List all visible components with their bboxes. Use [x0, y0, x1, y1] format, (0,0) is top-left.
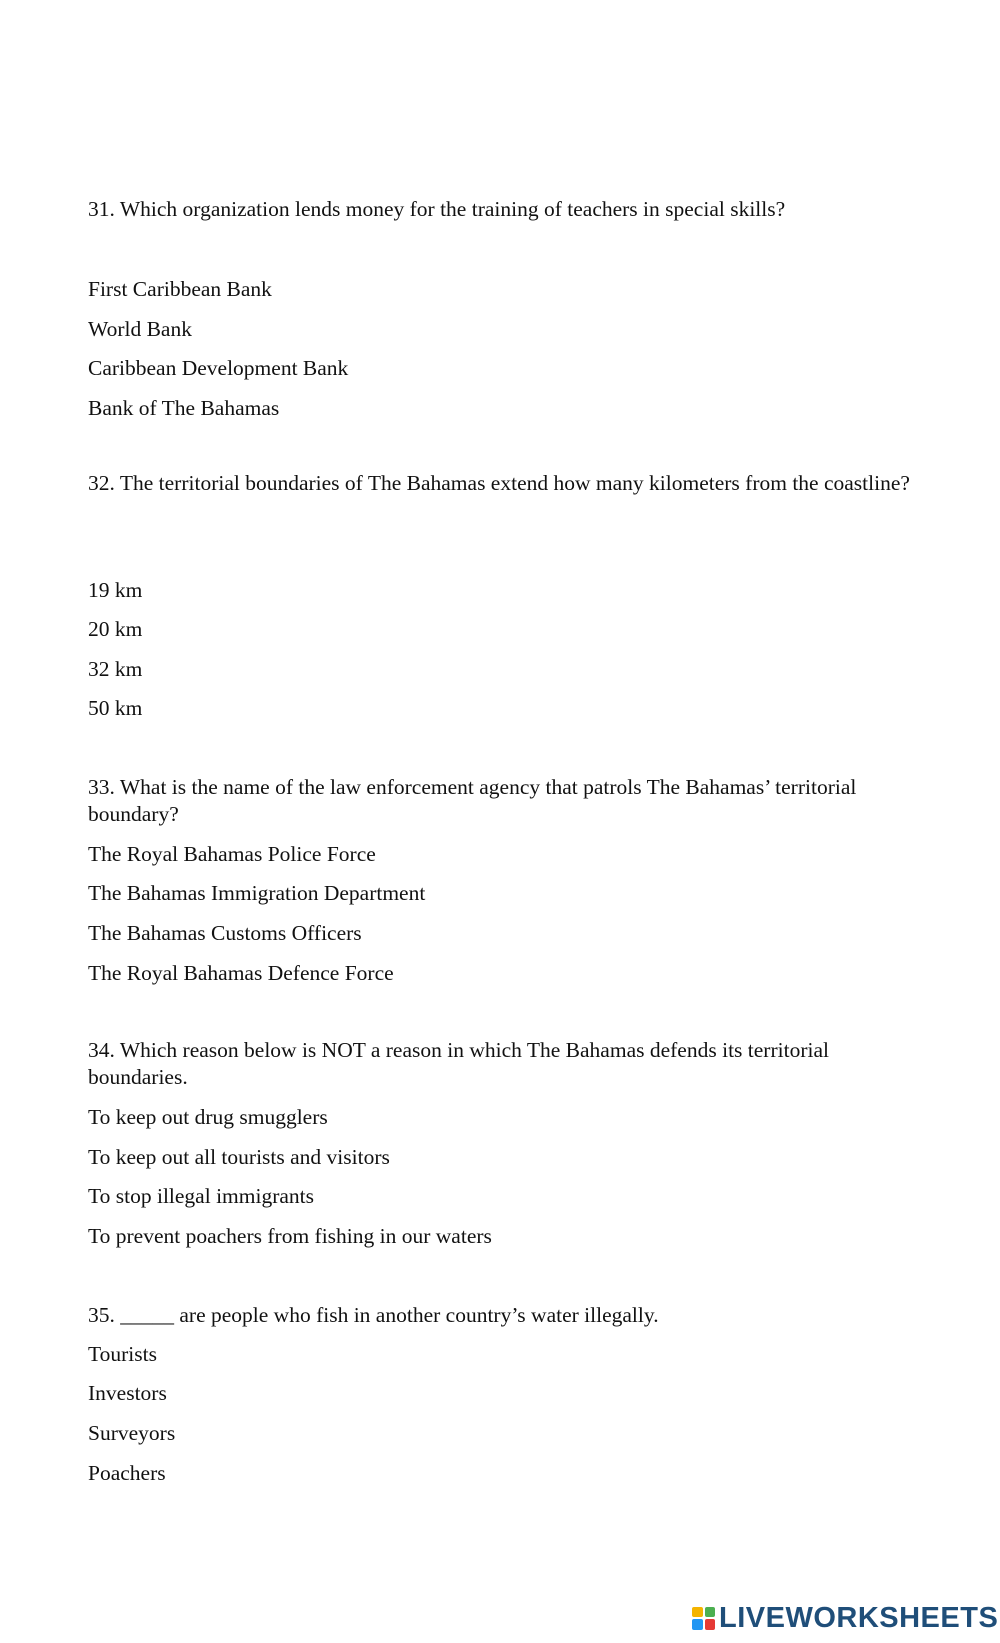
- question-34-option-4[interactable]: To prevent poachers from fishing in our waters: [88, 1224, 492, 1248]
- question-35-option-1[interactable]: Tourists: [88, 1342, 157, 1366]
- question-33-option-2[interactable]: The Bahamas Immigration Department: [88, 881, 426, 905]
- question-32-option-3[interactable]: 32 km: [88, 657, 143, 681]
- liveworksheets-grid-icon: [692, 1607, 715, 1630]
- question-33-option-4[interactable]: The Royal Bahamas Defence Force: [88, 961, 394, 985]
- liveworksheets-logo-text: LIVEWORKSHEETS: [719, 1602, 999, 1634]
- question-31-option-3[interactable]: Caribbean Development Bank: [88, 356, 349, 380]
- grid-icon-square: [705, 1619, 716, 1630]
- question-31-option-4[interactable]: Bank of The Bahamas: [88, 396, 280, 420]
- question-31-text: 31. Which organization lends money for the training of teachers in special skills?: [88, 197, 786, 221]
- question-34-option-3[interactable]: To stop illegal immigrants: [88, 1184, 315, 1208]
- question-33-option-3[interactable]: The Bahamas Customs Officers: [88, 921, 362, 945]
- grid-icon-square: [692, 1607, 703, 1618]
- grid-icon-square: [692, 1619, 703, 1630]
- question-35-text: 35. _____ are people who fish in another country’s water illegally.: [88, 1303, 659, 1327]
- question-32-option-4[interactable]: 50 km: [88, 696, 143, 720]
- question-32-option-2[interactable]: 20 km: [88, 617, 143, 641]
- question-31-option-1[interactable]: First Caribbean Bank: [88, 277, 272, 301]
- question-35-option-3[interactable]: Surveyors: [88, 1421, 176, 1445]
- grid-icon-square: [705, 1607, 716, 1618]
- question-34-option-1[interactable]: To keep out drug smugglers: [88, 1105, 328, 1129]
- question-32-option-1[interactable]: 19 km: [88, 578, 143, 602]
- question-31-option-2[interactable]: World Bank: [88, 317, 192, 341]
- question-35-option-2[interactable]: Investors: [88, 1381, 167, 1405]
- question-34-text: 34. Which reason below is NOT a reason in which The Bahamas defends its territorial boundaries.: [88, 1038, 829, 1089]
- question-35-option-4[interactable]: Poachers: [88, 1461, 166, 1485]
- liveworksheets-logo[interactable]: [692, 1603, 998, 1633]
- question-34-option-2[interactable]: To keep out all tourists and visitors: [88, 1145, 390, 1169]
- question-32-text: 32. The territorial boundaries of The Bahamas extend how many kilometers from the coastline?: [88, 471, 910, 495]
- question-33-text: 33. What is the name of the law enforcement agency that patrols The Bahamas’ territorial boundary?: [88, 775, 857, 826]
- question-33-option-1[interactable]: The Royal Bahamas Police Force: [88, 842, 376, 866]
